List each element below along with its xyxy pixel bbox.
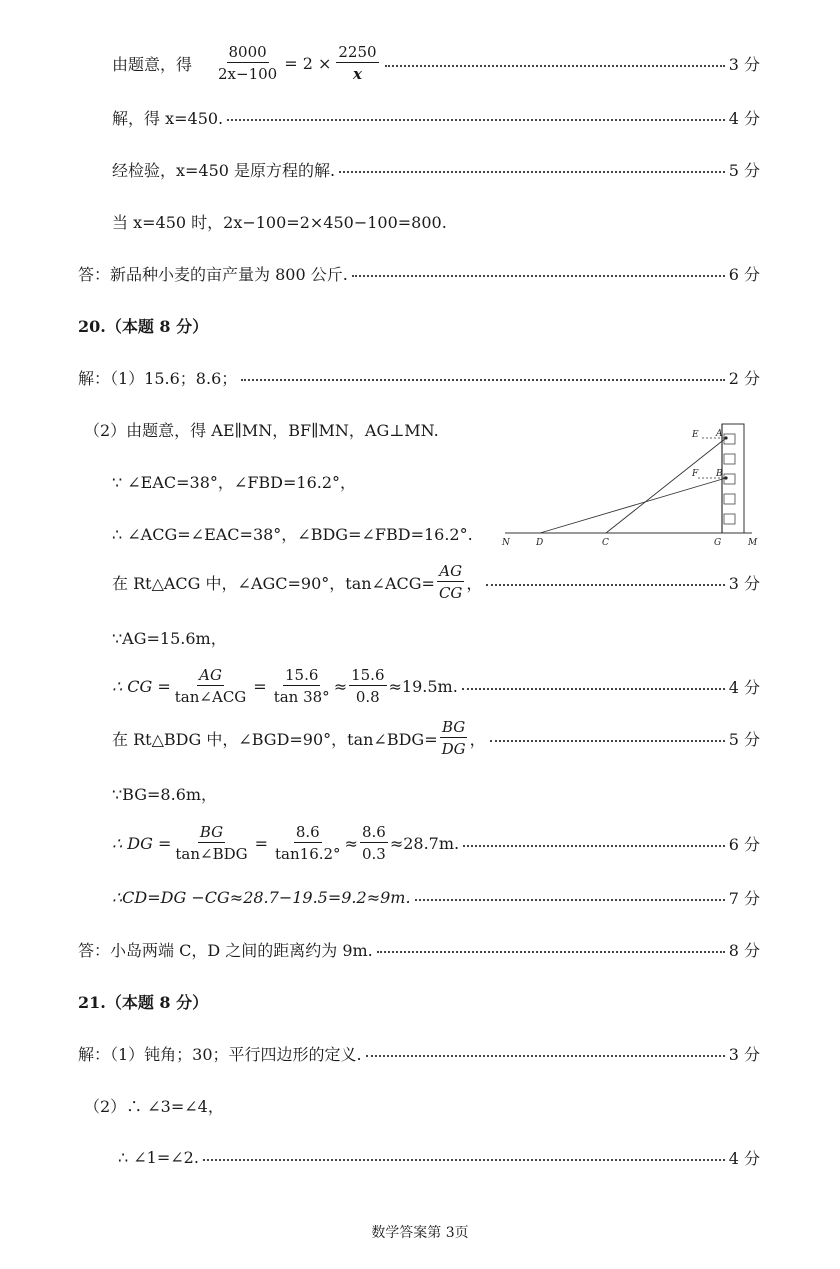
q19-line-text: 经检验，x=450 是原方程的解. <box>112 160 336 180</box>
point-b <box>724 476 727 479</box>
q19-line-solve <box>112 102 760 132</box>
score-label: 4 分 <box>728 108 760 128</box>
fraction-numerator: 2250 <box>338 42 377 61</box>
line-bd <box>540 478 726 533</box>
q19-line-answer <box>78 258 760 288</box>
score-label: 4 分 <box>728 1148 760 1168</box>
fraction-numerator: 15.6 <box>351 665 385 684</box>
q20-part1 <box>78 362 760 392</box>
q20-given <box>112 466 356 496</box>
score-label: 8 分 <box>728 940 760 960</box>
fraction-denominator: CG <box>438 583 463 602</box>
fraction-denominator: 0.8 <box>355 687 380 706</box>
leader-dots <box>352 258 725 288</box>
leader-dots <box>415 882 725 912</box>
equals-operator: = <box>254 833 269 853</box>
q20-text: 解：（1）15.6；8.6； <box>78 368 238 388</box>
fraction-denominator: tan∠ACG <box>174 687 247 706</box>
q21-text: （2）∴ ∠3=∠4， <box>84 1096 224 1116</box>
fraction <box>273 822 343 865</box>
window <box>724 514 735 524</box>
score-label: 6 分 <box>728 834 760 854</box>
q20-answer <box>78 934 760 964</box>
q21-text: 解：（1）钝角；30；平行四边形的定义. <box>78 1044 362 1064</box>
q20-therefore <box>112 518 473 548</box>
fraction-numerator: BG <box>199 822 224 841</box>
q20-ag-value <box>112 622 227 652</box>
geometry-diagram <box>480 420 760 550</box>
fraction <box>173 665 249 708</box>
fraction-denominator: tan 38° <box>273 687 330 706</box>
fraction <box>440 717 468 760</box>
leader-dots <box>490 723 725 753</box>
q20-cd-calc <box>112 882 760 912</box>
label-g: G <box>714 538 722 548</box>
label-n: N <box>502 538 510 548</box>
fraction-numerator: 8000 <box>228 42 267 61</box>
q20-text: （2）由题意，得 AE∥MN，BF∥MN，AG⊥MN. <box>84 420 439 440</box>
fraction <box>360 822 388 865</box>
q20-text: ∵BG=8.6m， <box>112 784 218 804</box>
leader-dots <box>366 1038 725 1068</box>
line-ac <box>606 438 726 533</box>
fraction <box>216 42 279 85</box>
q19-line-text: 当 x=450 时，2x−100=2×450−100=800. <box>112 212 447 232</box>
point-a <box>724 436 727 439</box>
q20-part2 <box>84 414 439 444</box>
q20-text: ∴CD=DG −CG≈28.7−19.5=9.2≈9m. <box>112 887 411 907</box>
score-label: 3 分 <box>728 54 760 74</box>
q21-text: ∴ ∠1=∠2. <box>118 1147 199 1167</box>
fraction-numerator: BG <box>441 717 466 736</box>
leader-dots <box>227 102 725 132</box>
leader-dots <box>463 828 725 858</box>
label-f: F <box>692 469 699 479</box>
leader-dots <box>385 48 725 78</box>
q20-dg-calc <box>112 823 760 863</box>
fraction-denominator: tan∠BDG <box>175 844 248 863</box>
q20-text: ∵ ∠EAC=38°，∠FBD=16.2°， <box>112 472 357 492</box>
q20-tan-bdg <box>112 718 760 758</box>
q20-text: ∴ CG = <box>112 676 171 696</box>
score-label: 4 分 <box>728 677 760 697</box>
q20-text: 在 Rt△ACG 中，∠AGC=90°，tan∠ACG= <box>112 573 435 593</box>
fraction-denominator: 0.3 <box>361 844 386 863</box>
q20-cg-calc <box>112 666 760 706</box>
approx-operator: ≈ <box>333 676 348 696</box>
q20-text: ， <box>466 573 483 593</box>
question-title: 21.（本题 8 分） <box>78 992 209 1012</box>
approx-operator: ≈ <box>344 833 358 853</box>
q20-text: ∵AG=15.6m， <box>112 628 227 648</box>
q21-title <box>78 986 208 1016</box>
window <box>724 494 735 504</box>
equals-operator: = 2 × <box>284 53 332 73</box>
q19-answer-text: 答：新品种小麦的亩产量为 800 公斤. <box>78 264 348 284</box>
leader-dots <box>486 567 724 597</box>
q20-text: ≈28.7m. <box>389 833 460 853</box>
score-label: 2 分 <box>728 368 760 388</box>
label-m: M <box>748 538 758 548</box>
score-label: 3 分 <box>728 1044 760 1064</box>
fraction <box>336 42 378 85</box>
label-b: B <box>716 469 723 479</box>
fraction-numerator: 8.6 <box>295 822 320 841</box>
fraction-denominator: tan16.2° <box>275 844 341 863</box>
fraction <box>349 665 386 708</box>
q20-text: 在 Rt△BDG 中，∠BGD=90°，tan∠BDG= <box>112 729 438 749</box>
q20-bg-value <box>112 778 217 808</box>
q20-text: ∴ DG = <box>112 833 172 853</box>
q20-answer-text: 答：小岛两端 C，D 之间的距离约为 9m. <box>78 940 373 960</box>
q19-line-equation <box>112 42 760 83</box>
fraction <box>173 822 249 865</box>
q19-line-text: 由题意，得 <box>112 54 193 74</box>
window <box>724 454 735 464</box>
q20-tan-acg <box>112 562 760 602</box>
equals-operator: = <box>253 676 267 696</box>
leader-dots <box>462 671 725 701</box>
q20-title <box>78 310 208 340</box>
q21-part3 <box>118 1142 760 1172</box>
fraction-denominator: DG <box>441 739 466 758</box>
fraction-numerator: AG <box>199 665 222 684</box>
q19-line-text: 解，得 x=450. <box>112 108 224 128</box>
q20-text: ， <box>469 729 486 749</box>
label-e: E <box>692 430 699 440</box>
q20-text: ∴ ∠ACG=∠EAC=38°，∠BDG=∠FBD=16.2°. <box>112 524 473 544</box>
fraction-denominator: 2x−100 <box>218 64 278 83</box>
question-title: 20.（本题 8 分） <box>78 316 209 336</box>
q20-text: ≈19.5m. <box>388 676 458 696</box>
score-label: 7 分 <box>728 888 760 908</box>
leader-dots <box>377 934 725 964</box>
leader-dots <box>339 154 725 184</box>
leader-dots <box>203 1142 725 1172</box>
score-label: 5 分 <box>728 729 760 749</box>
label-a: A <box>716 429 723 439</box>
q19-line-substitute <box>112 206 447 236</box>
q21-part2 <box>84 1090 224 1120</box>
leader-dots <box>241 362 724 392</box>
fraction-numerator: 8.6 <box>361 822 386 841</box>
q19-line-check <box>112 154 760 184</box>
fraction <box>272 665 332 708</box>
fraction <box>437 561 464 604</box>
score-label: 3 分 <box>728 573 760 593</box>
page-footer: 数学答案第 3页 <box>371 1225 469 1241</box>
fraction-numerator: 15.6 <box>284 665 319 684</box>
label-c: C <box>602 538 609 548</box>
fraction-numerator: AG <box>439 561 463 580</box>
score-label: 6 分 <box>728 264 760 284</box>
score-label: 5 分 <box>728 160 760 180</box>
fraction-denominator: x <box>353 64 362 83</box>
label-d: D <box>536 538 544 548</box>
q21-part1 <box>78 1038 760 1068</box>
